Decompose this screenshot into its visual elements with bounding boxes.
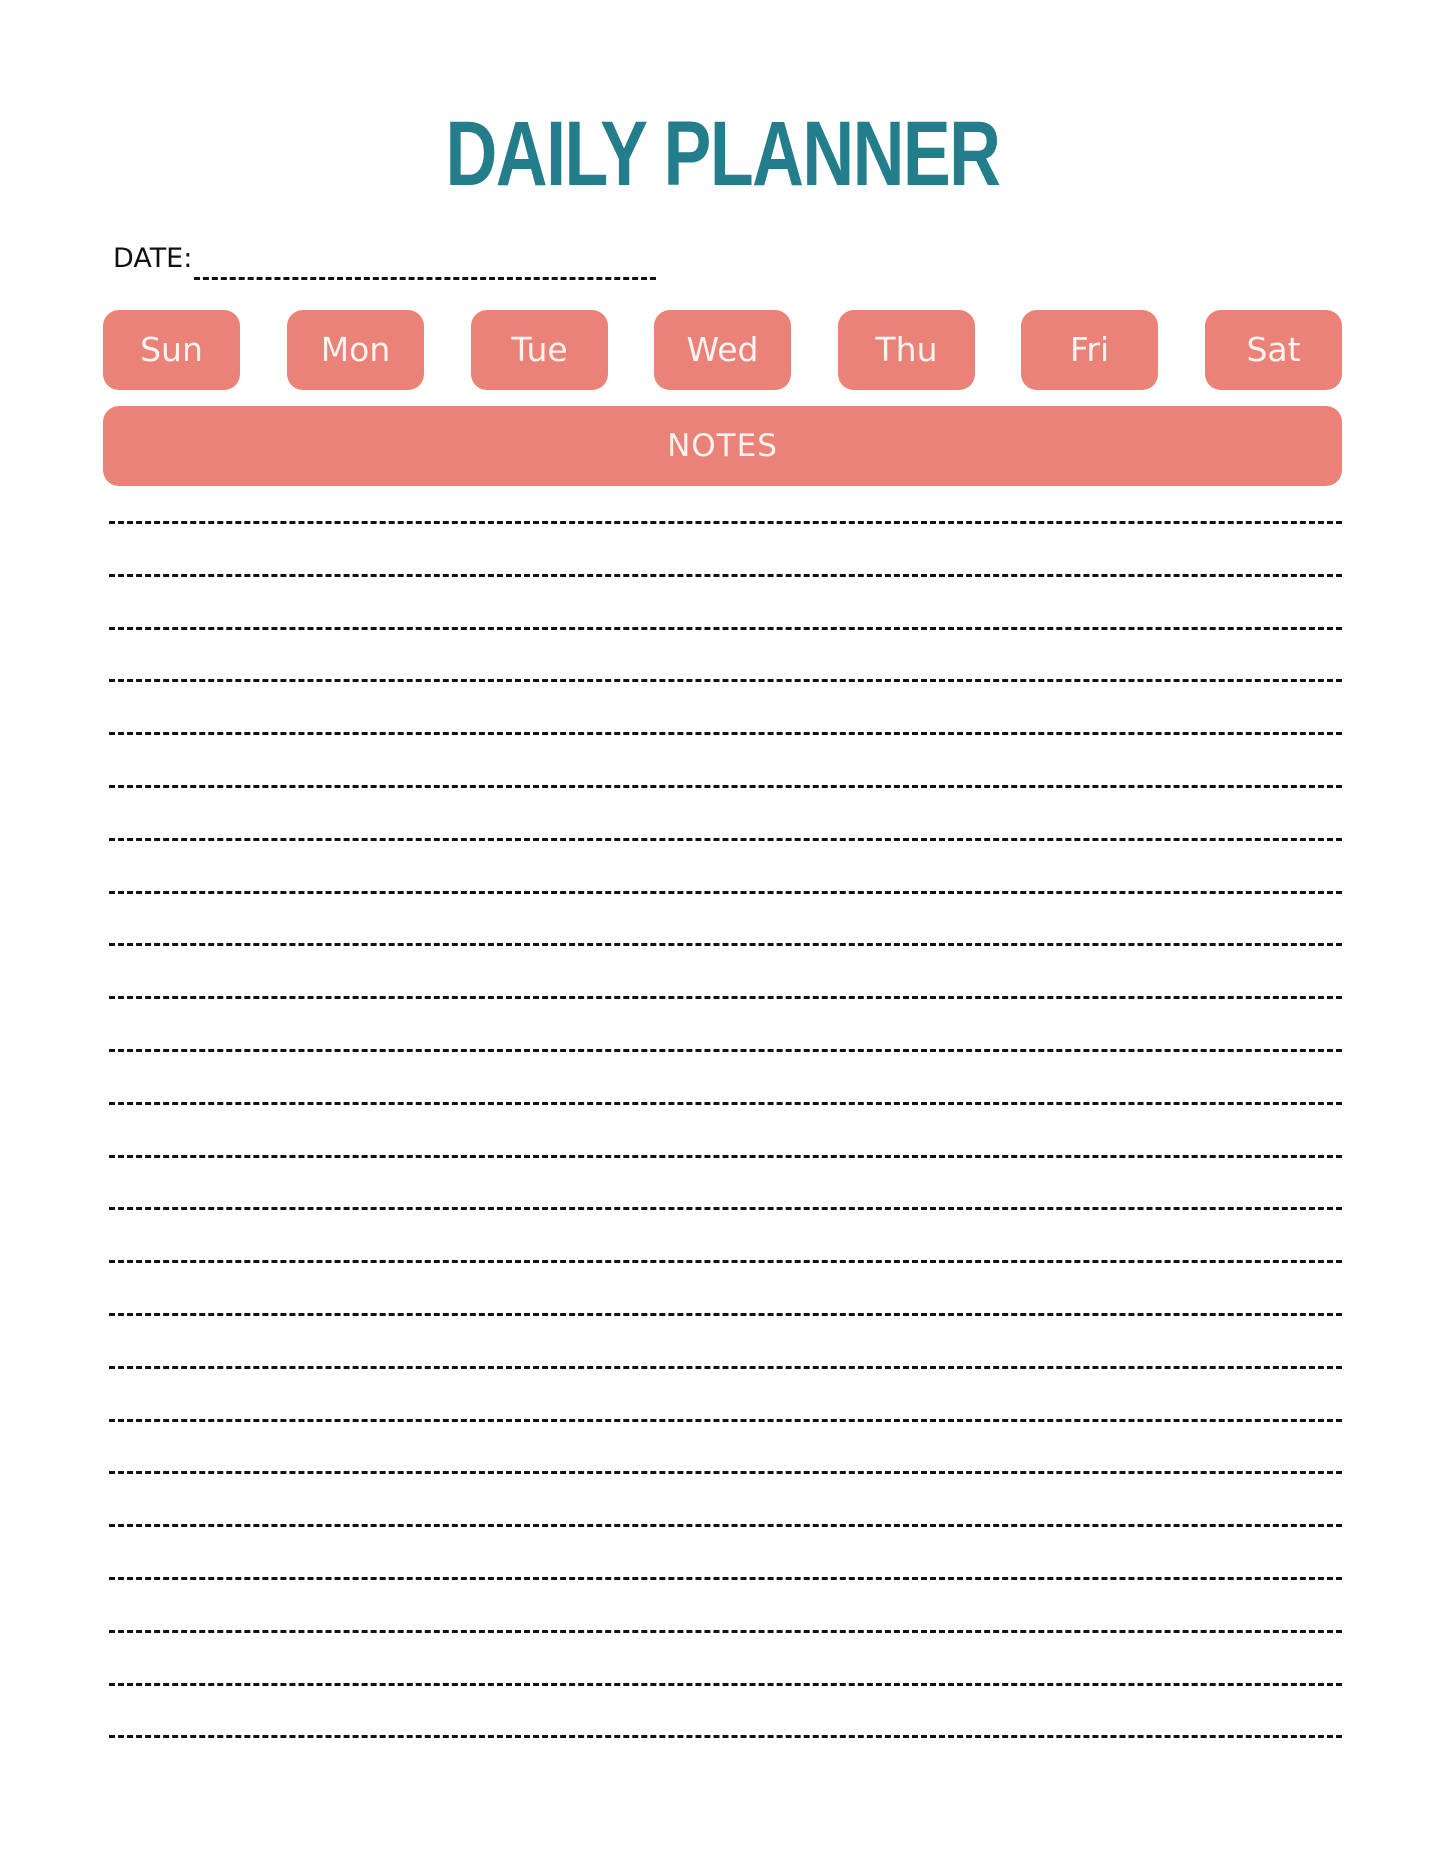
note-line[interactable]	[109, 1524, 1342, 1527]
note-line[interactable]	[109, 1366, 1342, 1369]
note-line[interactable]	[109, 838, 1342, 841]
day-button-fri[interactable]: Fri	[1021, 310, 1158, 390]
note-line[interactable]	[109, 1102, 1342, 1105]
page-title: DAILY PLANNER	[445, 103, 1000, 205]
note-line[interactable]	[109, 1471, 1342, 1474]
note-line[interactable]	[109, 574, 1342, 577]
note-line[interactable]	[109, 1683, 1342, 1686]
note-line[interactable]	[109, 1313, 1342, 1316]
note-line[interactable]	[109, 1155, 1342, 1158]
note-line[interactable]	[109, 1419, 1342, 1422]
day-button-mon[interactable]: Mon	[287, 310, 424, 390]
notes-header: NOTES	[103, 406, 1342, 486]
note-line[interactable]	[109, 1049, 1342, 1052]
day-button-sat[interactable]: Sat	[1205, 310, 1342, 390]
note-line[interactable]	[109, 1260, 1342, 1263]
note-line[interactable]	[109, 996, 1342, 999]
note-line[interactable]	[109, 521, 1342, 524]
note-line[interactable]	[109, 1207, 1342, 1210]
note-line[interactable]	[109, 627, 1342, 630]
day-button-sun[interactable]: Sun	[103, 310, 240, 390]
note-line[interactable]	[109, 891, 1342, 894]
note-line[interactable]	[109, 732, 1342, 735]
note-line[interactable]	[109, 943, 1342, 946]
day-button-thu[interactable]: Thu	[838, 310, 975, 390]
note-line[interactable]	[109, 1735, 1342, 1738]
date-field	[113, 242, 656, 286]
date-write-line[interactable]	[194, 277, 656, 280]
day-button-wed[interactable]: Wed	[654, 310, 791, 390]
note-line[interactable]	[109, 1630, 1342, 1633]
note-line[interactable]	[109, 785, 1342, 788]
day-button-tue[interactable]: Tue	[471, 310, 608, 390]
date-label: DATE:	[113, 243, 193, 274]
note-line[interactable]	[109, 679, 1342, 682]
note-line[interactable]	[109, 1577, 1342, 1580]
